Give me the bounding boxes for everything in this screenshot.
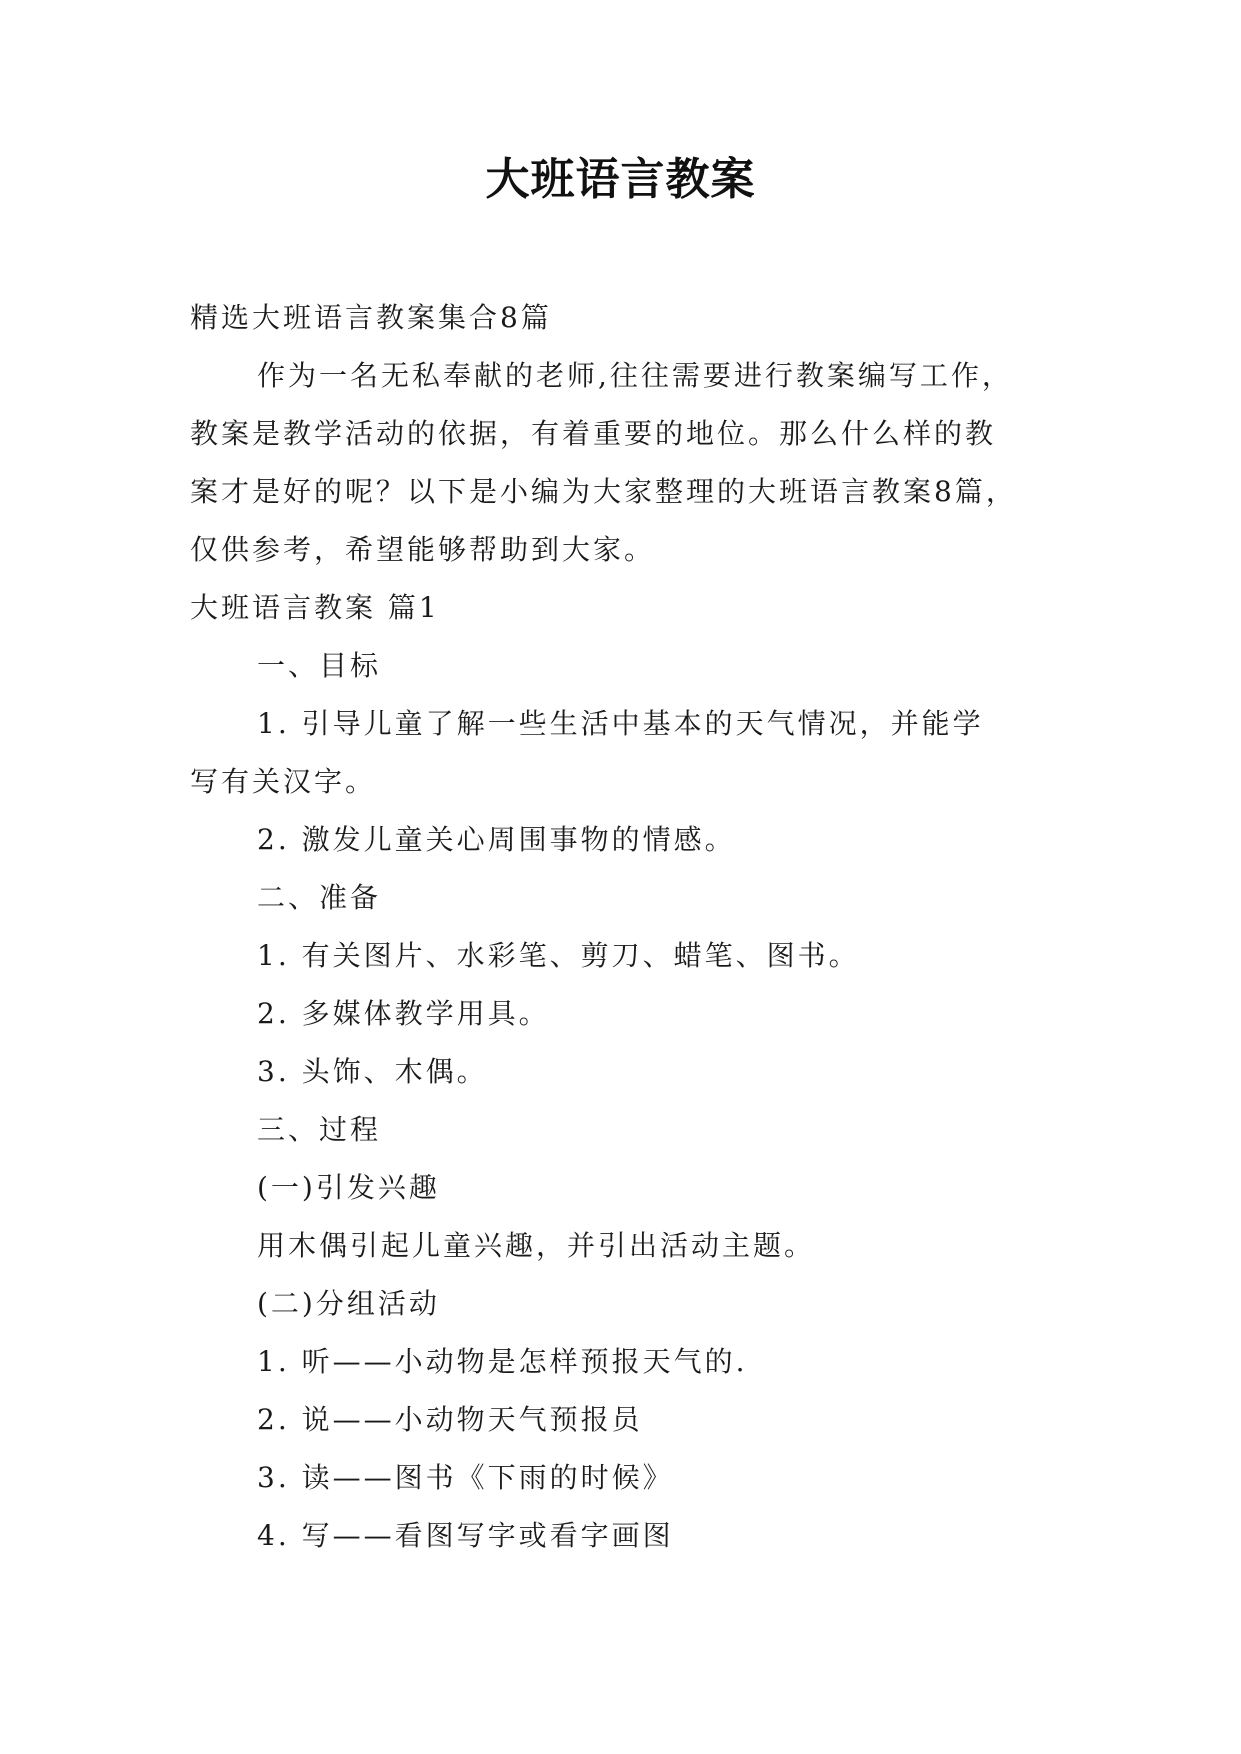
goal-item: 2. 激发儿童关心周围事物的情感。 bbox=[257, 823, 736, 856]
collection-subtitle: 精选大班语言教案集合8篇 bbox=[190, 301, 552, 334]
goal-item-continuation: 写有关汉字。 bbox=[190, 765, 377, 798]
prep-item: 1. 有关图片、水彩笔、剪刀、蜡笔、图书。 bbox=[257, 939, 860, 972]
section-heading: 大班语言教案 篇1 bbox=[190, 591, 440, 624]
intro-line: 作为一名无私奉献的老师,往往需要进行教案编写工作， bbox=[257, 359, 1013, 392]
step-heading: (二)分组活动 bbox=[257, 1287, 440, 1320]
step-item: 3. 读——图书《下雨的时候》 bbox=[257, 1461, 674, 1494]
step-text: 用木偶引起儿童兴趣，并引出活动主题。 bbox=[257, 1229, 816, 1262]
step-item: 2. 说——小动物天气预报员 bbox=[257, 1403, 643, 1436]
step-item: 4. 写——看图写字或看字画图 bbox=[257, 1519, 674, 1552]
intro-line: 教案是教学活动的依据，有着重要的地位。那么什么样的教 bbox=[190, 417, 997, 450]
step-heading: (一)引发兴趣 bbox=[257, 1171, 440, 1204]
intro-line: 案才是好的呢？以下是小编为大家整理的大班语言教案8篇， bbox=[190, 475, 1017, 508]
step-item: 1. 听——小动物是怎样预报天气的. bbox=[257, 1345, 748, 1378]
goal-heading: 一、目标 bbox=[257, 649, 382, 682]
goal-item: 1. 引导儿童了解一些生活中基本的天气情况，并能学 bbox=[257, 707, 984, 740]
prep-item: 3. 头饰、木偶。 bbox=[257, 1055, 488, 1088]
prep-heading: 二、准备 bbox=[257, 881, 382, 914]
intro-line: 仅供参考，希望能够帮助到大家。 bbox=[190, 533, 656, 566]
process-heading: 三、过程 bbox=[257, 1113, 382, 1146]
document-body bbox=[190, 289, 1060, 1565]
document-title: 大班语言教案 bbox=[485, 154, 756, 205]
prep-item: 2. 多媒体教学用具。 bbox=[257, 997, 550, 1030]
